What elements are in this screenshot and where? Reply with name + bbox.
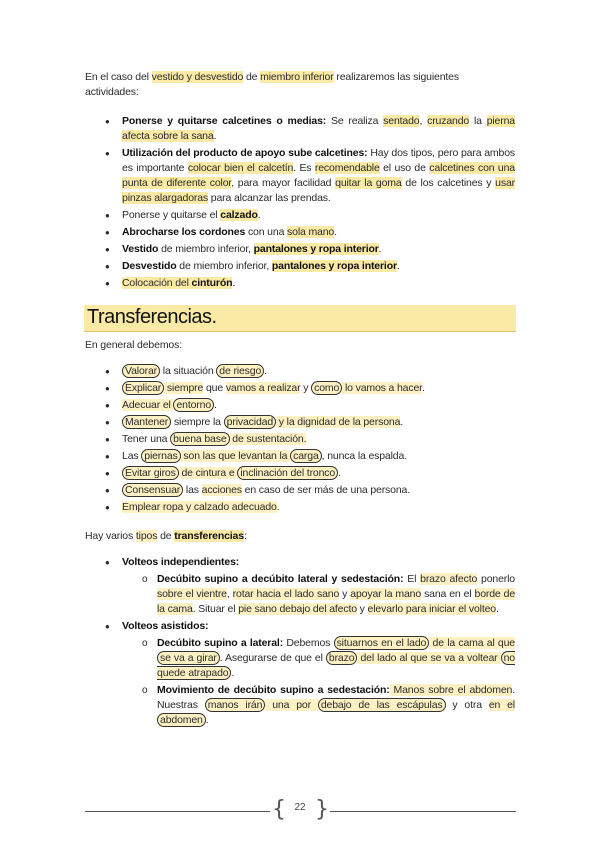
list-item: ● Las piernas son las que levantan la carga , nunca la espalda.: [100, 449, 515, 464]
sublist-item: o Movimiento de decúbito supino a sedestación: Manos sobre el abdomen. Nuestras manos irán una por debajo de las escápulas y otra en el abdomen .: [122, 683, 515, 728]
transfer-types-list: [100, 555, 515, 730]
sublist: [122, 572, 515, 617]
footer-brace-right: }: [315, 797, 329, 822]
intro-paragraph: En el caso del vestido y desvestido de miembro inferior realizaremos las siguientes actividades:: [85, 71, 459, 98]
footer-brace-left: {: [272, 797, 286, 822]
list-item: ● Evitar giros de cintura e inclinación del tronco .: [100, 466, 515, 481]
page-number: 22: [294, 802, 306, 813]
general-rules-list: [100, 364, 515, 517]
list-item: ● Utilización del producto de apoyo sube calcetines: Hay dos tipos, pero para ambos es importante colocar bien el calcetín. Es recomendable el uso de calcetines con una punta de diferente color, para mayor facilidad quitar la goma de los calcetines y usar pinzas alargadoras para alcanzar las prendas.: [100, 146, 515, 206]
list-item: ● Mantener siempre la privacidad y la dignidad de la persona.: [100, 415, 515, 430]
sublist-item: o Decúbito supino a lateral: Debemos situarnos en el lado de la cama al que se va a girar . Asegurarse de que el brazo del lado al que se va a voltear no quede atrapado .: [122, 636, 515, 681]
sublist: [122, 636, 515, 728]
sublist-item: o Decúbito supino a decúbito lateral y sedestación: El brazo afecto ponerlo sobre el vientre, rotar hacia el lado sano y apoyar la mano sana en el borde de la cama. Situar el pie sano debajo del afecto y elevarlo para iniciar el volteo.: [122, 572, 515, 617]
list-item: ● Colocación del cinturón.: [100, 276, 515, 291]
list-item: ● Vestido de miembro inferior, pantalones y ropa interior.: [100, 242, 515, 257]
transfer-types-intro: Hay varios tipos de transferencias:: [85, 530, 247, 542]
list-item: ● Valorar la situación de riesgo .: [100, 364, 515, 379]
dressing-list: [100, 114, 515, 293]
list-item: ● Abrocharse los cordones con una sola mano.: [100, 225, 515, 240]
footer-rule-right: [330, 811, 516, 812]
footer-rule-left: [85, 811, 270, 812]
list-item: ● Emplear ropa y calzado adecuado.: [100, 500, 515, 515]
section-heading: [84, 305, 516, 332]
list-item: ● Desvestido de miembro inferior, pantalones y ropa interior.: [100, 259, 515, 274]
general-intro: En general debemos:: [85, 339, 182, 351]
list-item: ● Tener una buena base de sustentación.: [100, 432, 515, 447]
list-item: ● Ponerse y quitarse calcetines o medias: Se realiza sentado, cruzando la pierna afecta sobre la sana.: [100, 114, 515, 144]
heading-text: Transferencias.: [87, 306, 217, 328]
list-item: ● Adecuar el entorno .: [100, 398, 515, 413]
list-item: ● Consensuar las acciones en caso de ser más de una persona.: [100, 483, 515, 498]
list-item: ● Volteos asistidos: o Decúbito supino a lateral: Debemos situarnos en el lado de la cama al que se va a girar . Asegurarse de que el brazo del lado al que se va a voltear no quede atrapado . o Movimiento de decúbito supino a sedestación: Manos sobre el abdomen. Nuestras manos irán una por debajo de las escápulas y otra en el abdomen .: [100, 619, 515, 728]
list-item: ● Volteos independientes: o Decúbito supino a decúbito lateral y sedestación: El brazo afecto ponerlo sobre el vientre, rotar hacia el lado sano y apoyar la mano sana en el borde de la cama. Situar el pie sano debajo del afecto y elevarlo para iniciar el volteo.: [100, 555, 515, 617]
list-item: ● Explicar siempre que vamos a realizar y como lo vamos a hacer.: [100, 381, 515, 396]
list-item: ● Ponerse y quitarse el calzado.: [100, 208, 515, 223]
